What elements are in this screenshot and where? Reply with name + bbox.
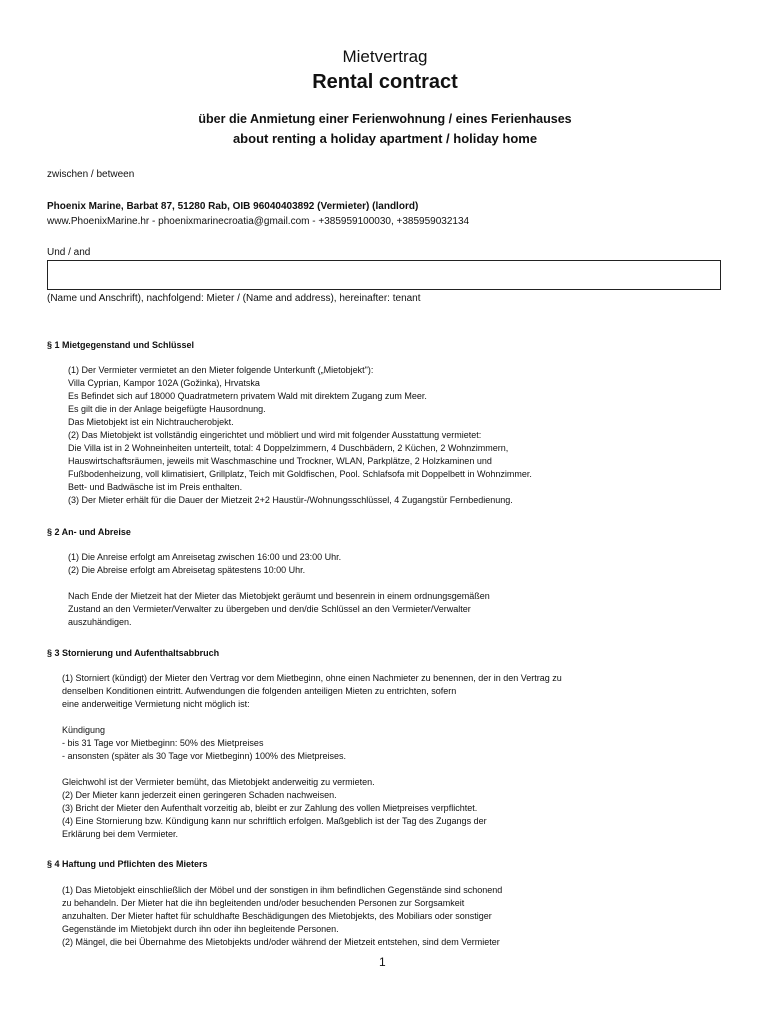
- section-line: Erklärung bei dem Vermieter.: [62, 829, 179, 839]
- section-line: Bett- und Badwäsche ist im Preis enthalten.: [68, 482, 243, 492]
- section-line: Zustand an den Vermieter/Verwalter zu übergeben und den/die Schlüssel an den Vermieter/Verwalter: [68, 604, 471, 614]
- tenant-caption: (Name und Anschrift), nachfolgend: Mieter / (Name and address), hereinafter: tenant: [47, 293, 421, 304]
- section-line: eine anderweitige Vermietung nicht möglich ist:: [62, 699, 250, 709]
- section-line: Villa Cyprian, Kampor 102A (Gožinka), Hrvatska: [68, 378, 260, 388]
- subtitle-english: about renting a holiday apartment / holiday home: [232, 131, 538, 146]
- section-line: zu behandeln. Der Mieter hat die ihn begleitenden und/oder besuchenden Personen zur Sorgsamkeit: [62, 898, 465, 908]
- and-label: Und / and: [47, 247, 91, 258]
- section-line: (1) Das Mietobjekt einschließlich der Möbel und der sonstigen in ihm befindlichen Gegenstände sind schonend: [62, 885, 503, 895]
- section-line: Kündigung: [62, 725, 106, 735]
- section-line: - bis 31 Tage vor Mietbeginn: 50% des Mietpreises: [62, 738, 264, 748]
- section-line: (3) Bricht der Mieter den Aufenthalt vorzeitig ab, bleibt er zur Zahlung des vollen Mietpreises verpflichtet.: [62, 803, 478, 813]
- section-3-heading: § 3 Stornierung und Aufenthaltsabbruch: [47, 648, 220, 658]
- section-line: (2) Der Mieter kann jederzeit einen geringeren Schaden nachweisen.: [62, 790, 337, 800]
- section-1-body: [68, 364, 532, 507]
- section-line: Das Mietobjekt ist ein Nichtraucherobjekt.: [68, 417, 234, 427]
- section-line: Hauswirtschaftsräumen, jeweils mit Waschmaschine und Trockner, WLAN, Parkplätze, 2 Holzkaminen und: [68, 456, 492, 466]
- section-line: [68, 577, 490, 590]
- section-line: (2) Die Abreise erfolgt am Abreisetag spätestens 10:00 Uhr.: [68, 565, 306, 575]
- landlord-line: Phoenix Marine, Barbat 87, 51280 Rab, OIB 96040403892 (Vermieter) (landlord): [47, 201, 419, 212]
- title-german: Mietvertrag: [342, 47, 428, 66]
- section-line: denselben Konditionen eintritt. Aufwendungen die folgenden anteiligen Mieten zu entrichten, sofern: [62, 686, 457, 696]
- section-line: (2) Mängel, die bei Übernahme des Mietobjekts und/oder während der Mietzeit entstehen, sind dem Vermieter: [62, 937, 500, 947]
- section-line: Gleichwohl ist der Vermieter bemüht, das Mietobjekt anderweitig zu vermieten.: [62, 777, 375, 787]
- section-line: Fußbodenheizung, voll klimatisiert, Grillplatz, Teich mit Goldfischen, Pool. Schlafsofa mit Doppelbett in Wohnzimmer.: [68, 469, 532, 479]
- section-line: Nach Ende der Mietzeit hat der Mieter das Mietobjekt geräumt und besenrein in einem ordnungsgemäßen: [68, 591, 490, 601]
- between-label: zwischen / between: [47, 169, 135, 180]
- section-line: (1) Der Vermieter vermietet an den Mieter folgende Unterkunft („Mietobjekt"):: [68, 365, 374, 375]
- tenant-name-address-input[interactable]: [47, 260, 721, 290]
- section-4-body: [62, 884, 502, 949]
- section-line: Es gilt die in der Anlage beigefügte Hausordnung.: [68, 404, 266, 414]
- section-line: - ansonsten (später als 30 Tage vor Mietbeginn) 100% des Mietpreises.: [62, 751, 346, 761]
- section-3-body: [62, 672, 562, 841]
- section-line: (1) Storniert (kündigt) der Mieter den Vertrag vor dem Mietbeginn, ohne einen Nachmieter zu benennen, der in den Vertrag zu: [62, 673, 562, 683]
- section-line: (2) Das Mietobjekt ist vollständig eingerichtet und möbliert und wird mit folgender Ausstattung vermietet:: [68, 430, 482, 440]
- page-number: 1: [379, 955, 386, 969]
- section-line: Es Befindet sich auf 18000 Quadratmetern privatem Wald mit direktem Zugang zum Meer.: [68, 391, 427, 401]
- section-line: (3) Der Mieter erhält für die Dauer der Mietzeit 2+2 Haustür-/Wohnungsschlüssel, 4 Zugangstür Fernbedienung.: [68, 495, 513, 505]
- section-line: auszuhändigen.: [68, 617, 132, 627]
- section-2-body: [68, 551, 490, 629]
- contact-line: www.PhoenixMarine.hr - phoenixmarinecroatia@gmail.com - +385959100030, +385959032134: [47, 216, 470, 227]
- section-2-heading: § 2 An- und Abreise: [47, 527, 131, 537]
- section-line: [62, 763, 562, 776]
- section-line: anzuhalten. Der Mieter haftet für schuldhafte Beschädigungen des Mietobjekts, des Mobiliars oder sonstiger: [62, 911, 492, 921]
- section-line: (1) Die Anreise erfolgt am Anreisetag zwischen 16:00 und 23:00 Uhr.: [68, 552, 342, 562]
- section-line: (4) Eine Stornierung bzw. Kündigung kann nur schriftlich erfolgen. Maßgeblich ist der Tag des Zugangs der: [62, 816, 487, 826]
- subtitle-german: über die Anmietung einer Ferienwohnung / eines Ferienhauses: [198, 112, 572, 126]
- section-line: [62, 711, 562, 724]
- title-english: Rental contract: [312, 71, 458, 93]
- section-line: Gegenstände im Mietobjekt durch ihn oder ihn begleitende Personen.: [62, 924, 339, 934]
- section-line: Die Villa ist in 2 Wohneinheiten unterteilt, total: 4 Doppelzimmern, 4 Duschbädern, 2 Küchen, 2 Wohnzimmern,: [68, 443, 509, 453]
- section-4-heading: § 4 Haftung und Pflichten des Mieters: [47, 859, 208, 869]
- section-1-heading: § 1 Mietgegenstand und Schlüssel: [47, 340, 195, 350]
